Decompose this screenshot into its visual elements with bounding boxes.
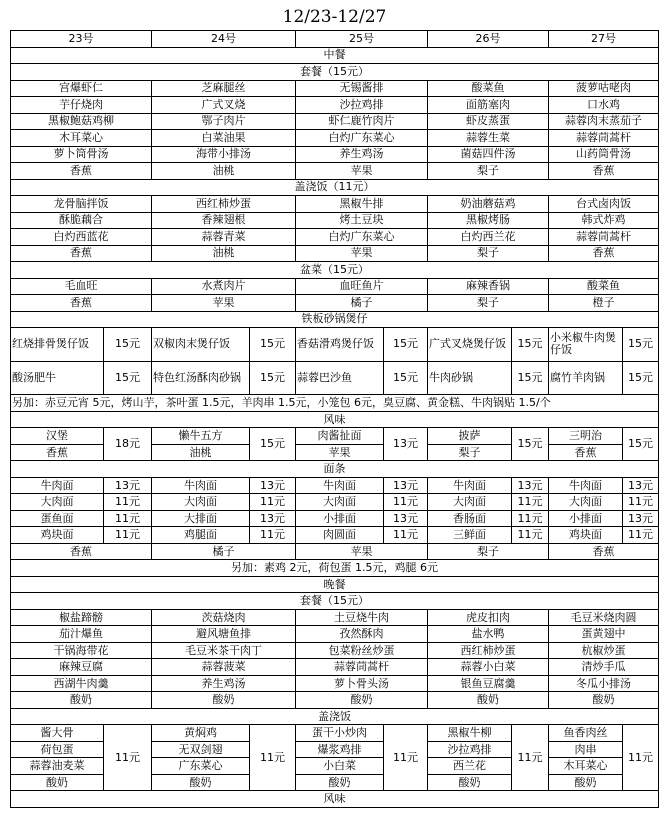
dish-row bbox=[11, 295, 659, 312]
claypot-dish: 特色红汤酥肉砂锅 bbox=[152, 361, 250, 395]
noodles-extras: 另加：素鸡 2元，荷包蛋 1.5元，鸡腿 6元 bbox=[11, 560, 659, 577]
dinner-rice-dish: 酸奶 bbox=[11, 774, 104, 791]
flavor-fruit: 香蕉 bbox=[549, 444, 623, 461]
noodles-header: 面条 bbox=[11, 461, 659, 478]
dish-cell: 台式卤肉饭 bbox=[549, 196, 659, 213]
noodle-dish: 鸡腿面 bbox=[152, 527, 250, 544]
noodle-price: 13元 bbox=[512, 477, 549, 494]
dish-cell: 毛豆米茶干肉丁 bbox=[152, 642, 296, 659]
claypot-price: 15元 bbox=[104, 361, 152, 395]
dish-cell: 虎皮扣肉 bbox=[428, 609, 549, 626]
dinner-rice-dish: 小白菜 bbox=[296, 758, 384, 775]
claypot-dish: 酸汤肥牛 bbox=[11, 361, 104, 395]
menu-title: 12/23-12/27 bbox=[282, 7, 387, 27]
dish-cell: 韩式炸鸡 bbox=[549, 212, 659, 229]
noodle-price: 11元 bbox=[512, 510, 549, 527]
dinner-rice-dish: 无双剑翅 bbox=[152, 741, 250, 758]
dinner-set-meal-header bbox=[11, 593, 659, 610]
noodles-header bbox=[11, 461, 659, 478]
dish-cell: 水煮肉片 bbox=[152, 278, 296, 295]
dinner-header bbox=[11, 576, 659, 593]
dish-cell: 菠萝咕咾肉 bbox=[549, 80, 659, 97]
noodle-price: 13元 bbox=[250, 477, 296, 494]
dish-cell: 养生鸡汤 bbox=[296, 146, 428, 163]
dish-row bbox=[11, 80, 659, 97]
dinner-rice-dish: 酸奶 bbox=[549, 774, 623, 791]
lunch-flavor-header: 风味 bbox=[11, 411, 659, 428]
dish-row bbox=[11, 626, 659, 643]
claypot-price: 15元 bbox=[384, 328, 428, 362]
dish-cell: 沙拉鸡排 bbox=[296, 97, 428, 114]
dish-cell: 包菜粉丝炒蛋 bbox=[296, 642, 428, 659]
dish-cell: 白灼西兰花 bbox=[428, 229, 549, 246]
claypot-price: 15元 bbox=[623, 328, 659, 362]
dish-cell: 香蕉 bbox=[11, 163, 152, 180]
dish-cell: 西红柿炒蛋 bbox=[152, 196, 296, 213]
dinner-header: 晚餐 bbox=[11, 576, 659, 593]
dish-row bbox=[11, 212, 659, 229]
noodle-price: 13元 bbox=[250, 510, 296, 527]
dish-cell: 蒜蓉茼蒿杆 bbox=[296, 659, 428, 676]
claypot-dish: 小米椒牛肉煲仔饭 bbox=[549, 328, 623, 362]
dish-cell: 香蕉 bbox=[11, 245, 152, 262]
dish-cell: 清炒手瓜 bbox=[549, 659, 659, 676]
dish-cell: 毛血旺 bbox=[11, 278, 152, 295]
noodle-price: 11元 bbox=[384, 494, 428, 511]
dish-cell: 酸奶 bbox=[152, 692, 296, 709]
dish-cell: 西湖牛肉羹 bbox=[11, 675, 152, 692]
dish-cell: 黑椒烤肠 bbox=[428, 212, 549, 229]
claypot-price: 15元 bbox=[250, 361, 296, 395]
flavor-fruit: 梨子 bbox=[428, 444, 512, 461]
dinner-rice-dish: 黑椒牛柳 bbox=[428, 725, 512, 742]
noodle-dish: 蛋鱼面 bbox=[11, 510, 104, 527]
noodle-dish: 牛肉面 bbox=[549, 477, 623, 494]
dish-cell: 酸菜鱼 bbox=[428, 80, 549, 97]
dinner-rice-row bbox=[11, 725, 659, 742]
dish-cell: 菌菇四件汤 bbox=[428, 146, 549, 163]
dish-cell: 苹果 bbox=[296, 163, 428, 180]
dish-row bbox=[11, 97, 659, 114]
noodle-dish: 香肠面 bbox=[428, 510, 512, 527]
dish-row bbox=[11, 659, 659, 676]
dish-cell: 芋仔烧肉 bbox=[11, 97, 152, 114]
dinner-rice-dish: 酸奶 bbox=[428, 774, 512, 791]
noodle-price: 11元 bbox=[623, 527, 659, 544]
dish-cell: 银鱼豆腐羹 bbox=[428, 675, 549, 692]
dish-cell: 木耳菜心 bbox=[11, 130, 152, 147]
dish-cell: 香辣翅根 bbox=[152, 212, 296, 229]
noodle-fruit: 苹果 bbox=[296, 543, 428, 560]
noodle-fruit: 香蕉 bbox=[549, 543, 659, 560]
dish-cell: 西红柿炒蛋 bbox=[428, 642, 549, 659]
dish-cell: 白灼西蓝花 bbox=[11, 229, 152, 246]
weekly-menu-table bbox=[10, 30, 659, 808]
dinner-rice-price: 11元 bbox=[250, 725, 296, 791]
claypot-price: 15元 bbox=[250, 328, 296, 362]
noodle-price: 11元 bbox=[384, 527, 428, 544]
dish-cell: 蒜蓉菠菜 bbox=[152, 659, 296, 676]
dish-cell: 口水鸡 bbox=[549, 97, 659, 114]
dish-cell: 椒盐蹄髈 bbox=[11, 609, 152, 626]
dish-cell: 油桃 bbox=[152, 245, 296, 262]
dish-cell: 土豆烧牛肉 bbox=[296, 609, 428, 626]
dish-cell: 橙子 bbox=[549, 295, 659, 312]
flavor-fruit: 香蕉 bbox=[11, 444, 104, 461]
noodle-price: 11元 bbox=[104, 494, 152, 511]
dish-cell: 麻辣香锅 bbox=[428, 278, 549, 295]
dish-cell: 麻辣豆腐 bbox=[11, 659, 152, 676]
claypot-header: 铁板砂锅煲仔 bbox=[11, 311, 659, 328]
dish-cell: 萝卜骨头汤 bbox=[296, 675, 428, 692]
dish-cell: 蒜蓉生菜 bbox=[428, 130, 549, 147]
dish-cell: 苹果 bbox=[296, 245, 428, 262]
claypot-price: 15元 bbox=[512, 361, 549, 395]
dish-cell: 龙骨脑拌饭 bbox=[11, 196, 152, 213]
dish-cell: 海带小排汤 bbox=[152, 146, 296, 163]
dish-cell: 茄汁爆鱼 bbox=[11, 626, 152, 643]
flavor-price: 15元 bbox=[512, 428, 549, 461]
noodle-dish: 大肉面 bbox=[11, 494, 104, 511]
dish-cell: 茨菇烧肉 bbox=[152, 609, 296, 626]
dish-cell: 鄂子肉片 bbox=[152, 113, 296, 130]
dish-cell: 白灼广东菜心 bbox=[296, 229, 428, 246]
dish-row bbox=[11, 642, 659, 659]
dish-cell: 梨子 bbox=[428, 163, 549, 180]
dish-row bbox=[11, 245, 659, 262]
dish-cell: 山药筒骨汤 bbox=[549, 146, 659, 163]
dish-cell: 梨子 bbox=[428, 295, 549, 312]
dinner-rice-price: 11元 bbox=[623, 725, 659, 791]
dish-row bbox=[11, 692, 659, 709]
dish-cell: 酸奶 bbox=[296, 692, 428, 709]
dish-cell: 蒜蓉茼蒿杆 bbox=[549, 130, 659, 147]
noodle-price: 11元 bbox=[104, 527, 152, 544]
noodle-price: 11元 bbox=[250, 527, 296, 544]
dish-cell: 酸奶 bbox=[11, 692, 152, 709]
dish-cell: 黑椒牛排 bbox=[296, 196, 428, 213]
noodle-price: 13元 bbox=[384, 510, 428, 527]
claypot-row bbox=[11, 328, 659, 362]
dinner-rice-dish: 西兰花 bbox=[428, 758, 512, 775]
dinner-rice-dish: 酸奶 bbox=[152, 774, 250, 791]
claypot-dish: 红烧排骨煲仔饭 bbox=[11, 328, 104, 362]
noodle-dish: 大排面 bbox=[152, 510, 250, 527]
noodle-dish: 牛肉面 bbox=[296, 477, 384, 494]
dish-cell: 宫爆虾仁 bbox=[11, 80, 152, 97]
noodle-dish: 大肉面 bbox=[152, 494, 250, 511]
dinner-rice-dish: 酱大骨 bbox=[11, 725, 104, 742]
noodle-price: 11元 bbox=[623, 494, 659, 511]
dinner-rice-dish: 蛋干小炒肉 bbox=[296, 725, 384, 742]
dinner-rice-dish: 广东菜心 bbox=[152, 758, 250, 775]
dish-row bbox=[11, 113, 659, 130]
noodle-price: 11元 bbox=[512, 527, 549, 544]
dish-cell: 萝卜筒骨汤 bbox=[11, 146, 152, 163]
dish-cell: 干锅海带花 bbox=[11, 642, 152, 659]
noodle-price: 13元 bbox=[384, 477, 428, 494]
dinner-rice-price: 11元 bbox=[104, 725, 152, 791]
dish-cell: 酸奶 bbox=[549, 692, 659, 709]
dinner-rice-dish: 荷包蛋 bbox=[11, 741, 104, 758]
dish-row bbox=[11, 130, 659, 147]
dish-cell: 避风塘鱼排 bbox=[152, 626, 296, 643]
dish-cell: 冬瓜小排汤 bbox=[549, 675, 659, 692]
day-header: 25号 bbox=[296, 31, 428, 48]
dish-cell: 白菜油果 bbox=[152, 130, 296, 147]
day-header: 24号 bbox=[152, 31, 296, 48]
dish-row bbox=[11, 609, 659, 626]
noodle-dish: 大肉面 bbox=[549, 494, 623, 511]
dish-cell: 广式叉烧 bbox=[152, 97, 296, 114]
day-header: 23号 bbox=[11, 31, 152, 48]
noodle-dish: 鸡块面 bbox=[549, 527, 623, 544]
noodle-dish: 肉圆面 bbox=[296, 527, 384, 544]
noodle-dish: 牛肉面 bbox=[428, 477, 512, 494]
dish-cell: 蒜蓉小白菜 bbox=[428, 659, 549, 676]
dinner-rice-dish: 酸奶 bbox=[296, 774, 384, 791]
claypot-header bbox=[11, 311, 659, 328]
dish-row bbox=[11, 675, 659, 692]
dish-cell: 橘子 bbox=[296, 295, 428, 312]
flavor-price: 18元 bbox=[104, 428, 152, 461]
dish-cell: 盐水鸭 bbox=[428, 626, 549, 643]
dish-row bbox=[11, 229, 659, 246]
lunch-header bbox=[11, 47, 659, 64]
lunch-flavor-header bbox=[11, 411, 659, 428]
claypot-price: 15元 bbox=[512, 328, 549, 362]
noodle-fruit-row bbox=[11, 543, 659, 560]
lunch-rice-bowl-header: 盖浇饭（11元） bbox=[11, 179, 659, 196]
dish-cell: 养生鸡汤 bbox=[152, 675, 296, 692]
noodle-dish: 鸡块面 bbox=[11, 527, 104, 544]
flavor-dish: 披萨 bbox=[428, 428, 512, 445]
noodle-price: 13元 bbox=[623, 477, 659, 494]
dish-cell: 无锡酱排 bbox=[296, 80, 428, 97]
noodle-row bbox=[11, 494, 659, 511]
noodle-row bbox=[11, 477, 659, 494]
noodle-dish: 三鲜面 bbox=[428, 527, 512, 544]
dish-cell: 烤土豆块 bbox=[296, 212, 428, 229]
dinner-set-meal-header: 套餐（15元） bbox=[11, 593, 659, 610]
dinner-flavor-header: 风味 bbox=[11, 791, 659, 808]
dish-cell: 蒜蓉肉末蒸茄子 bbox=[549, 113, 659, 130]
dish-cell: 杭椒炒蛋 bbox=[549, 642, 659, 659]
dish-cell: 酥脆藕合 bbox=[11, 212, 152, 229]
dinner-rice-dish: 黄焖鸡 bbox=[152, 725, 250, 742]
noodle-dish: 牛肉面 bbox=[11, 477, 104, 494]
claypot-dish: 双椒肉末煲仔饭 bbox=[152, 328, 250, 362]
dinner-rice-dish: 沙拉鸡排 bbox=[428, 741, 512, 758]
dish-cell: 虾仁鹿竹肉片 bbox=[296, 113, 428, 130]
claypot-dish: 香菇滑鸡煲仔饭 bbox=[296, 328, 384, 362]
dish-cell: 酸奶 bbox=[428, 692, 549, 709]
dish-cell: 梨子 bbox=[428, 245, 549, 262]
noodle-dish: 牛肉面 bbox=[152, 477, 250, 494]
dish-row bbox=[11, 278, 659, 295]
noodle-fruit: 梨子 bbox=[428, 543, 549, 560]
flavor-fruit: 油桃 bbox=[152, 444, 250, 461]
noodle-price: 11元 bbox=[104, 510, 152, 527]
noodle-fruit: 橘子 bbox=[152, 543, 296, 560]
noodle-dish: 大肉面 bbox=[428, 494, 512, 511]
dish-cell: 芝麻腿丝 bbox=[152, 80, 296, 97]
lunch-header: 中餐 bbox=[11, 47, 659, 64]
claypot-dish: 腐竹羊肉锅 bbox=[549, 361, 623, 395]
claypot-price: 15元 bbox=[104, 328, 152, 362]
flavor-price: 15元 bbox=[623, 428, 659, 461]
dish-cell: 蛋黄翅中 bbox=[549, 626, 659, 643]
dinner-rice-bowl-header: 盖浇饭 bbox=[11, 708, 659, 725]
flavor-price: 15元 bbox=[250, 428, 296, 461]
claypot-row bbox=[11, 361, 659, 395]
dish-cell: 孜然酥肉 bbox=[296, 626, 428, 643]
flavor-dish: 汉堡 bbox=[11, 428, 104, 445]
noodle-price: 13元 bbox=[104, 477, 152, 494]
dinner-rice-bowl-header bbox=[11, 708, 659, 725]
lunch-rice-bowl-header bbox=[11, 179, 659, 196]
dish-cell: 白灼广东菜心 bbox=[296, 130, 428, 147]
dish-cell: 毛豆米烧肉圆 bbox=[549, 609, 659, 626]
flavor-price: 13元 bbox=[384, 428, 428, 461]
claypot-price: 15元 bbox=[384, 361, 428, 395]
dinner-rice-dish: 木耳菜心 bbox=[549, 758, 623, 775]
claypot-dish: 蒜蓉巴沙鱼 bbox=[296, 361, 384, 395]
dish-cell: 香蕉 bbox=[11, 295, 152, 312]
flavor-dish: 肉酱扯面 bbox=[296, 428, 384, 445]
claypot-extras: 另加：赤豆元宵 5元，烤山芋，茶叶蛋 1.5元，羊肉串 1.5元，小笼包 6元，臭豆腐、黄金糕、牛肉锅贴 1.5/个 bbox=[11, 395, 659, 412]
dinner-rice-price: 11元 bbox=[512, 725, 549, 791]
lunch-set-meal-header: 套餐（15元） bbox=[11, 64, 659, 81]
dish-cell: 面筋塞肉 bbox=[428, 97, 549, 114]
dish-cell: 虾皮蒸蛋 bbox=[428, 113, 549, 130]
noodle-dish: 大肉面 bbox=[296, 494, 384, 511]
dish-cell: 黑椒鲍菇鸡柳 bbox=[11, 113, 152, 130]
dish-cell: 奶油蘑菇鸡 bbox=[428, 196, 549, 213]
day-header: 27号 bbox=[549, 31, 659, 48]
dinner-rice-dish: 蒜蓉油麦菜 bbox=[11, 758, 104, 775]
noodle-row bbox=[11, 527, 659, 544]
claypot-dish: 广式叉烧煲仔饭 bbox=[428, 328, 512, 362]
dish-cell: 香蕉 bbox=[549, 245, 659, 262]
dinner-rice-dish: 鱼香肉丝 bbox=[549, 725, 623, 742]
noodles-extras bbox=[11, 560, 659, 577]
flavor-dish: 懒牛五方 bbox=[152, 428, 250, 445]
lunch-set-meal-header bbox=[11, 64, 659, 81]
flavor-fruit: 苹果 bbox=[296, 444, 384, 461]
dish-row bbox=[11, 196, 659, 213]
claypot-dish: 牛肉砂锅 bbox=[428, 361, 512, 395]
dinner-flavor-header bbox=[11, 791, 659, 808]
flavor-row bbox=[11, 428, 659, 445]
noodle-price: 11元 bbox=[512, 494, 549, 511]
noodle-fruit: 香蕉 bbox=[11, 543, 152, 560]
dinner-rice-dish: 爆浆鸡排 bbox=[296, 741, 384, 758]
noodle-row bbox=[11, 510, 659, 527]
dish-cell: 蒜蓉茼蒿杆 bbox=[549, 229, 659, 246]
lunch-pot-header bbox=[11, 262, 659, 279]
dinner-rice-price: 11元 bbox=[384, 725, 428, 791]
lunch-pot-header: 盆菜（15元） bbox=[11, 262, 659, 279]
noodle-price: 13元 bbox=[623, 510, 659, 527]
dish-cell: 血旺鱼片 bbox=[296, 278, 428, 295]
day-header: 26号 bbox=[428, 31, 549, 48]
dish-cell: 酸菜鱼 bbox=[549, 278, 659, 295]
dish-cell: 蒜蓉青菜 bbox=[152, 229, 296, 246]
dish-row bbox=[11, 146, 659, 163]
flavor-dish: 三明治 bbox=[549, 428, 623, 445]
claypot-extra-row bbox=[11, 395, 659, 412]
dish-cell: 油桃 bbox=[152, 163, 296, 180]
dish-cell: 香蕉 bbox=[549, 163, 659, 180]
noodle-dish: 小排面 bbox=[296, 510, 384, 527]
dish-row bbox=[11, 163, 659, 180]
day-header-row bbox=[11, 31, 659, 48]
claypot-price: 15元 bbox=[623, 361, 659, 395]
dish-cell: 苹果 bbox=[152, 295, 296, 312]
dinner-rice-dish: 肉串 bbox=[549, 741, 623, 758]
noodle-dish: 小排面 bbox=[549, 510, 623, 527]
noodle-price: 11元 bbox=[250, 494, 296, 511]
